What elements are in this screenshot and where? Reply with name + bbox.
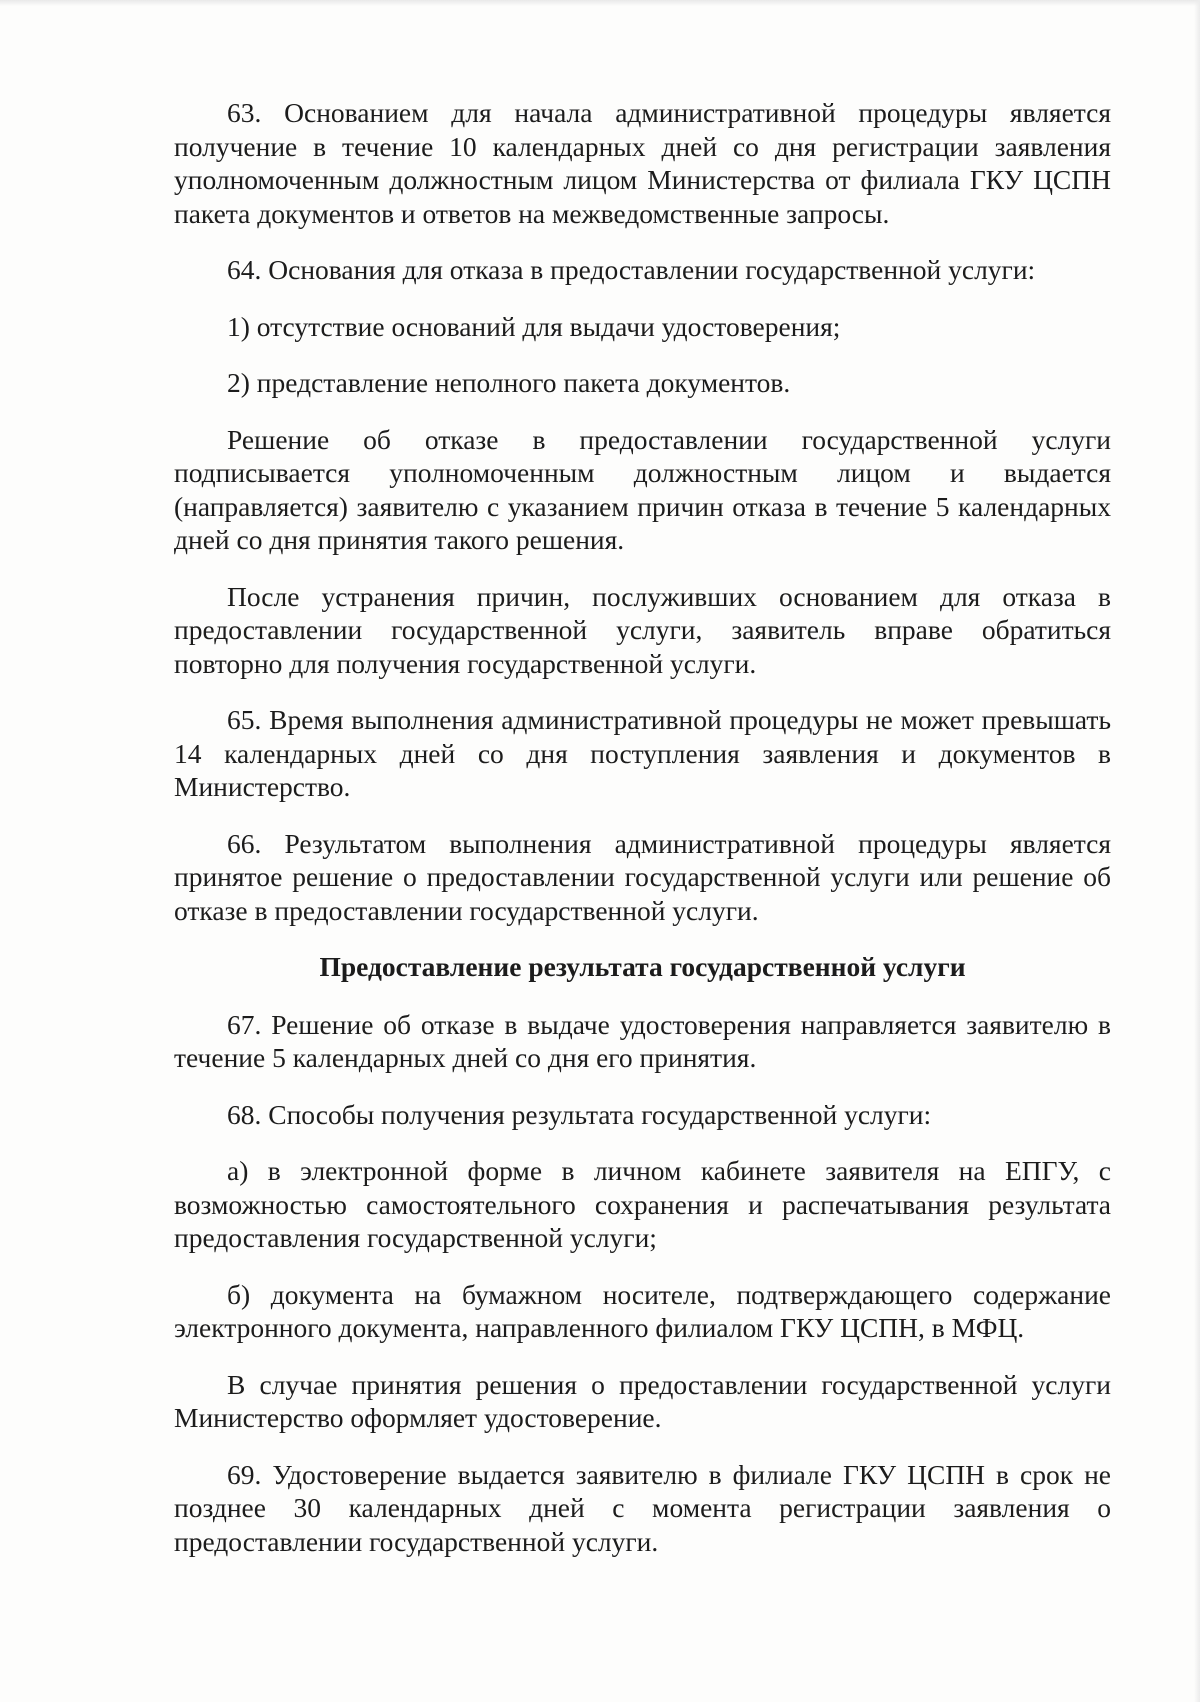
list-item-a: а) в электронной форме в личном кабинете заявителя на ЕПГУ, с возможностью самостоятельного сохранения и распечатывания результата предоставления государственной услуги; <box>174 1155 1111 1253</box>
paragraph-64: 64. Основания для отказа в предоставлении государственной услуги: <box>227 254 1036 285</box>
paragraph-69: 69. Удостоверение выдается заявителю в филиале ГКУ ЦСПН в срок не позднее 30 календарных дней с момента регистрации заявления о предоставлении государственной услуги. <box>174 1458 1111 1557</box>
paragraph-63: 63. Основанием для начала административной процедуры является получение в течение 10 календарных дней со дня регистрации заявления уполномоченным должностным лицом Министерства от филиала ГКУ ЦСПН пакета документов и ответов на межведомственные запросы. <box>174 97 1111 229</box>
scan-edge-top <box>0 0 1200 6</box>
paragraph-refusal-decision: Решение об отказе в предоставлении государственной услуги подписывается уполномоченным должностным лицом и выдается (направляется) заявителю с указанием причин отказа в течение 5 календарных дней со дня принятия такого решения. <box>174 423 1111 555</box>
list-item-b: б) документа на бумажном носителе, подтверждающего содержание электронного документа, направленного филиалом ГКУ ЦСПН, в МФЦ. <box>174 1278 1111 1343</box>
paragraph-certificate-issue: В случае принятия решения о предоставлении государственной услуги Министерство оформляет удостоверение. <box>174 1368 1111 1433</box>
paragraph-66: 66. Результатом выполнения административной процедуры является принятое решение о предоставлении государственной услуги или решение об отказе в предоставлении государственной услуги. <box>174 827 1111 926</box>
list-item-2: 2) представление неполного пакета документов. <box>227 367 791 398</box>
paragraph-67: 67. Решение об отказе в выдаче удостоверения направляется заявителю в течение 5 календарных дней со дня его принятия. <box>174 1008 1111 1073</box>
scan-edge-right <box>1194 0 1200 1702</box>
paragraph-reapply: После устранения причин, послуживших основанием для отказа в предоставлении государственной услуги, заявитель вправе обратиться повторно для получения государственной услуги. <box>174 580 1111 679</box>
paragraph-68: 68. Способы получения результата государственной услуги: <box>227 1098 932 1130</box>
paragraph-65: 65. Время выполнения административной процедуры не может превышать 14 календарных дней со дня поступления заявления и документов в Министерство. <box>174 704 1111 802</box>
list-item-1: 1) отсутствие оснований для выдачи удостоверения; <box>227 310 841 342</box>
section-heading: Предоставление результата государственной услуги <box>319 951 966 982</box>
